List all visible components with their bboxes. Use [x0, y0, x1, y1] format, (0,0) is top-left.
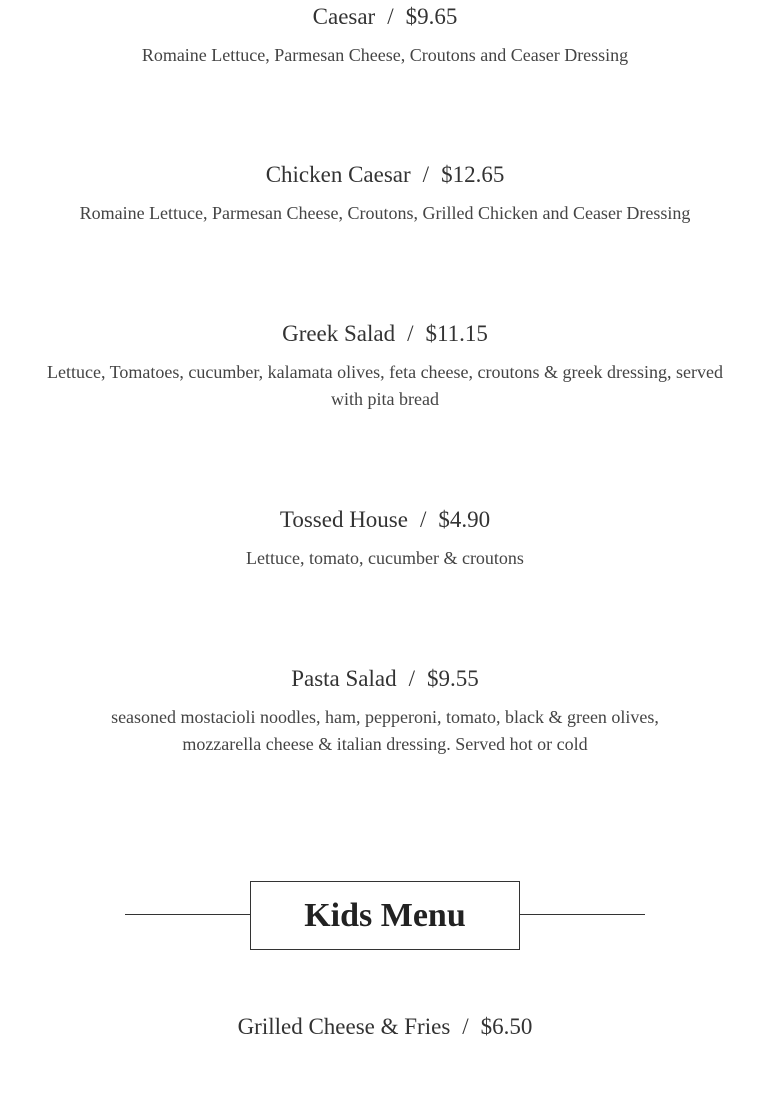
- item-price: $6.50: [480, 1014, 533, 1039]
- separator: /: [422, 162, 430, 187]
- separator: /: [462, 1014, 469, 1039]
- menu-item-chicken-caesar: [0, 158, 770, 227]
- menu-item-grilled-cheese: [0, 1010, 770, 1044]
- item-description: seasoned mostacioli noodles, ham, pepperoni, tomato, black & green olives, mozzarella cheese & italian dressing. Served hot or cold: [111, 707, 659, 754]
- divider-right: [520, 914, 645, 915]
- item-price: $9.65: [405, 4, 458, 29]
- item-price: $9.55: [427, 666, 479, 691]
- item-name: Tossed House: [279, 507, 408, 532]
- item-price: $4.90: [438, 507, 491, 532]
- menu-item-pasta-salad: [0, 662, 770, 758]
- divider-left: [125, 914, 250, 915]
- menu-item-greek-salad: [0, 317, 770, 413]
- item-description: Lettuce, tomato, cucumber & croutons: [246, 548, 524, 568]
- item-description: Romaine Lettuce, Parmesan Cheese, Croutons, Grilled Chicken and Ceaser Dressing: [79, 203, 691, 223]
- kids-menu-heading: Kids Menu: [250, 881, 520, 950]
- menu-item-caesar: [0, 0, 770, 69]
- item-price: $11.15: [425, 321, 488, 346]
- item-name: Grilled Cheese & Fries: [237, 1014, 451, 1039]
- separator: /: [407, 321, 414, 346]
- menu-item-tossed-house: [0, 503, 770, 572]
- separator: /: [419, 507, 427, 532]
- item-name: Caesar: [312, 4, 376, 29]
- item-name: Greek Salad: [282, 321, 396, 346]
- item-description: Lettuce, Tomatoes, cucumber, kalamata olives, feta cheese, croutons & greek dressing, served with pita bread: [47, 362, 723, 409]
- item-name: Pasta Salad: [291, 666, 397, 691]
- item-name: Chicken Caesar: [265, 162, 411, 187]
- separator: /: [408, 666, 416, 691]
- item-description: Romaine Lettuce, Parmesan Cheese, Croutons and Ceaser Dressing: [141, 45, 629, 65]
- separator: /: [387, 4, 394, 29]
- item-price: $12.65: [441, 162, 505, 187]
